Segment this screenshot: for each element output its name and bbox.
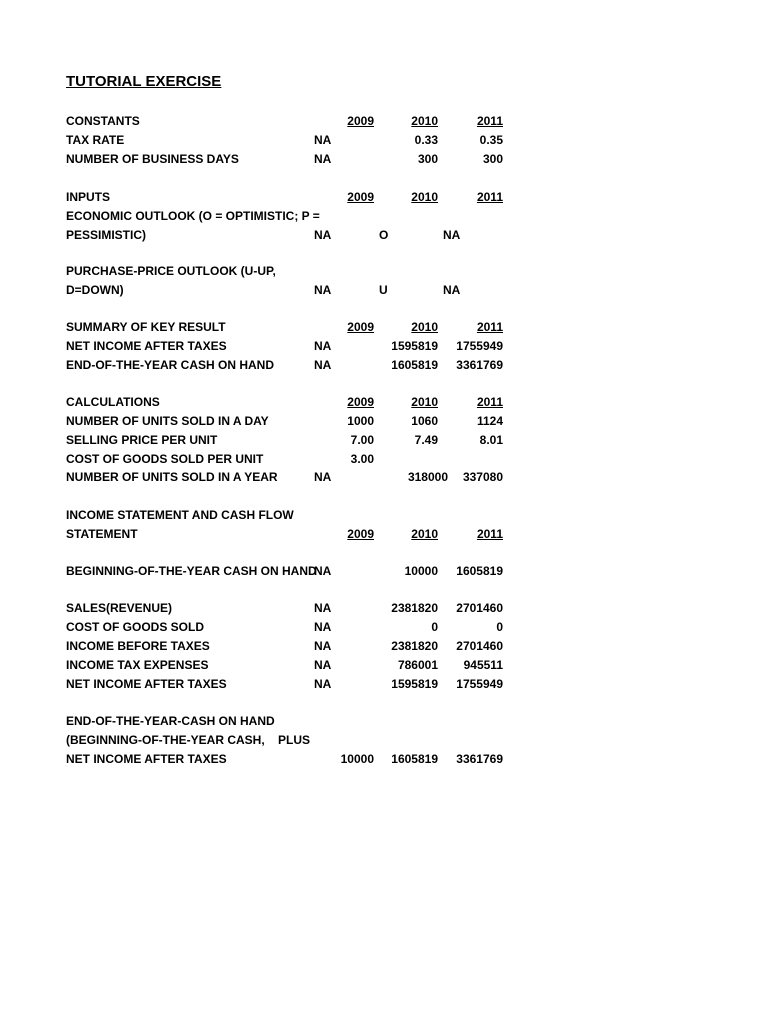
section-header: CONSTANTS xyxy=(66,114,140,128)
table-row xyxy=(0,431,768,449)
value-cell: 1755949 xyxy=(456,339,503,353)
income-header-row xyxy=(0,525,768,543)
section-header: SUMMARY OF KEY RESULT xyxy=(66,320,226,334)
na-cell: NA xyxy=(314,564,332,578)
row-label: BEGINNING-OF-THE-YEAR CASH ON HAND xyxy=(66,564,317,578)
na-cell: NA xyxy=(314,228,332,242)
row-label: SELLING PRICE PER UNIT xyxy=(66,433,218,447)
section-header: STATEMENT xyxy=(66,527,138,541)
table-row xyxy=(0,506,768,524)
table-row xyxy=(0,599,768,617)
summary-header-row xyxy=(0,318,768,336)
value-cell: 1605819 xyxy=(456,564,503,578)
value-cell: O xyxy=(379,228,389,242)
row-label: COST OF GOODS SOLD xyxy=(66,620,205,634)
row-label: COST OF GOODS SOLD PER UNIT xyxy=(66,452,264,466)
section-header: INPUTS xyxy=(66,190,111,204)
table-row xyxy=(0,262,768,280)
value-cell: 10000 xyxy=(340,752,374,766)
value-cell: 2701460 xyxy=(456,639,503,653)
value-cell: 3361769 xyxy=(456,358,503,372)
value-cell: 318000 xyxy=(407,470,448,484)
year-header: 2009 xyxy=(347,114,374,128)
value-cell: 300 xyxy=(417,152,438,166)
year-header: 2011 xyxy=(476,527,503,541)
row-label: SALES(REVENUE) xyxy=(66,601,173,615)
value-cell: 337080 xyxy=(462,470,503,484)
row-label: TAX RATE xyxy=(66,133,125,147)
table-row xyxy=(0,712,768,730)
row-label: NUMBER OF UNITS SOLD IN A YEAR xyxy=(66,470,278,484)
table-row xyxy=(0,468,768,486)
na-cell: NA xyxy=(314,358,332,372)
table-row xyxy=(0,337,768,355)
value-cell: U xyxy=(379,283,388,297)
na-cell: NA xyxy=(314,620,332,634)
row-label: ECONOMIC OUTLOOK (O = OPTIMISTIC; P = xyxy=(66,209,320,223)
section-header: CALCULATIONS xyxy=(66,395,160,409)
value-cell: 786001 xyxy=(397,658,438,672)
constants-header-row xyxy=(0,112,768,130)
table-row xyxy=(0,281,768,299)
na-cell: NA xyxy=(314,658,332,672)
value-cell: 0.33 xyxy=(414,133,438,147)
year-header: 2009 xyxy=(347,395,374,409)
year-header: 2011 xyxy=(476,190,503,204)
row-label: PURCHASE-PRICE OUTLOOK (U-UP, xyxy=(66,264,276,278)
value-cell: NA xyxy=(443,283,461,297)
value-cell: 945511 xyxy=(463,658,503,672)
value-cell: 0 xyxy=(496,620,503,634)
na-cell: NA xyxy=(314,470,332,484)
table-row xyxy=(0,150,768,168)
value-cell: 10000 xyxy=(404,564,438,578)
na-cell: NA xyxy=(314,639,332,653)
table-row xyxy=(0,356,768,374)
row-label: (BEGINNING-OF-THE-YEAR CASH, PLUS xyxy=(66,733,311,747)
table-row xyxy=(0,750,768,768)
row-label: D=DOWN) xyxy=(66,283,124,297)
value-cell: 2381820 xyxy=(391,639,438,653)
year-header: 2010 xyxy=(411,114,438,128)
row-label: NET INCOME AFTER TAXES xyxy=(66,752,227,766)
value-cell: 0.35 xyxy=(479,133,503,147)
year-header: 2009 xyxy=(347,320,374,334)
year-header: 2010 xyxy=(411,320,438,334)
value-cell: 300 xyxy=(482,152,503,166)
table-row xyxy=(0,731,768,749)
value-cell: 1060 xyxy=(411,414,438,428)
year-header: 2009 xyxy=(347,190,374,204)
section-header: INCOME STATEMENT AND CASH FLOW xyxy=(66,508,294,522)
table-row xyxy=(0,207,768,225)
table-row xyxy=(0,131,768,149)
value-cell: 2381820 xyxy=(391,601,438,615)
row-label: END-OF-THE-YEAR-CASH ON HAND xyxy=(66,714,275,728)
row-label: NUMBER OF BUSINESS DAYS xyxy=(66,152,239,166)
table-row xyxy=(0,675,768,693)
table-row xyxy=(0,412,768,430)
row-label: NET INCOME AFTER TAXES xyxy=(66,677,227,691)
value-cell: NA xyxy=(443,228,461,242)
year-header: 2010 xyxy=(411,395,438,409)
row-label: NUMBER OF UNITS SOLD IN A DAY xyxy=(66,414,269,428)
na-cell: NA xyxy=(314,601,332,615)
value-cell: 3.00 xyxy=(350,452,374,466)
table-row xyxy=(0,226,768,244)
year-header: 2010 xyxy=(411,527,438,541)
page-title: TUTORIAL EXERCISE xyxy=(66,73,222,90)
row-label: END-OF-THE-YEAR CASH ON HAND xyxy=(66,358,274,372)
value-cell: 3361769 xyxy=(456,752,503,766)
table-row xyxy=(0,562,768,580)
value-cell: 1755949 xyxy=(456,677,503,691)
year-header: 2011 xyxy=(476,395,503,409)
row-label: INCOME BEFORE TAXES xyxy=(66,639,210,653)
value-cell: 8.01 xyxy=(479,433,503,447)
inputs-header-row xyxy=(0,188,768,206)
value-cell: 2701460 xyxy=(456,601,503,615)
value-cell: 1124 xyxy=(476,414,503,428)
value-cell: 1605819 xyxy=(391,358,438,372)
year-header: 2009 xyxy=(347,527,374,541)
na-cell: NA xyxy=(314,339,332,353)
value-cell: 1595819 xyxy=(391,339,438,353)
year-header: 2011 xyxy=(476,114,503,128)
value-cell: 1605819 xyxy=(391,752,438,766)
na-cell: NA xyxy=(314,133,332,147)
value-cell: 7.00 xyxy=(350,433,374,447)
value-cell: 1000 xyxy=(347,414,374,428)
value-cell: 1595819 xyxy=(391,677,438,691)
row-label: NET INCOME AFTER TAXES xyxy=(66,339,227,353)
na-cell: NA xyxy=(314,677,332,691)
table-row xyxy=(0,450,768,468)
table-row xyxy=(0,618,768,636)
row-label: INCOME TAX EXPENSES xyxy=(66,658,209,672)
value-cell: 0 xyxy=(431,620,438,634)
table-row xyxy=(0,637,768,655)
na-cell: NA xyxy=(314,152,332,166)
table-row xyxy=(0,656,768,674)
calculations-header-row xyxy=(0,393,768,411)
row-label: PESSIMISTIC) xyxy=(66,228,147,242)
na-cell: NA xyxy=(314,283,332,297)
year-header: 2010 xyxy=(411,190,438,204)
value-cell: 7.49 xyxy=(414,433,438,447)
year-header: 2011 xyxy=(476,320,503,334)
